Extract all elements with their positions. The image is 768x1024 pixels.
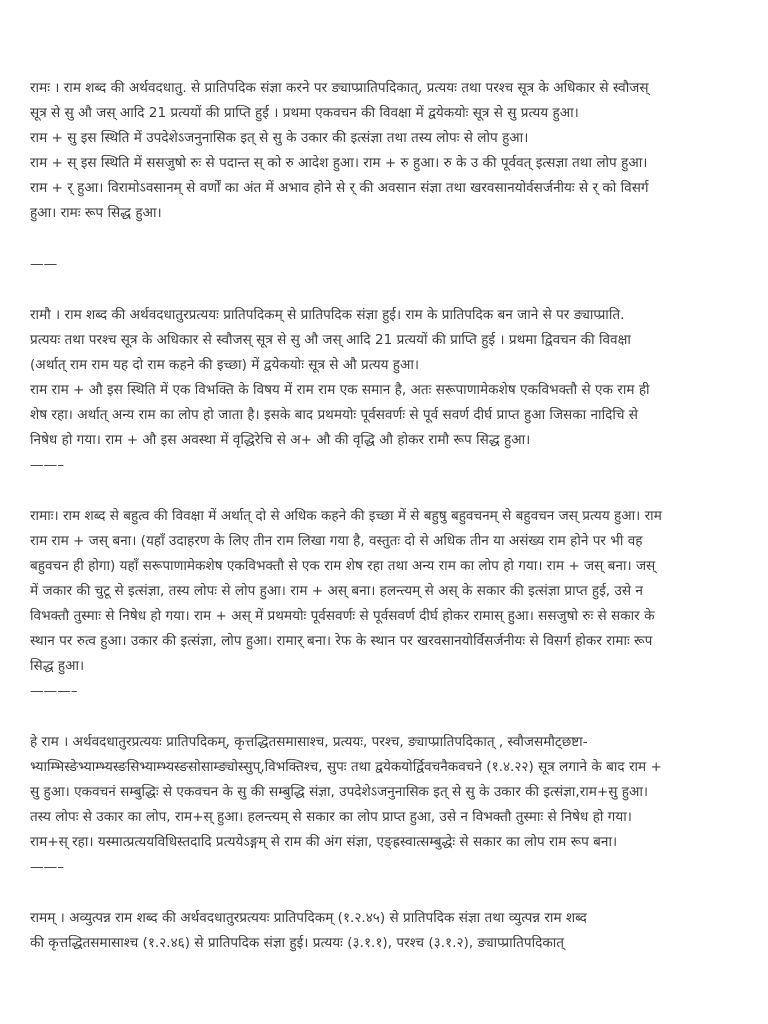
paragraph-line: विभक्तौ तुस्माः से निषेध हो गया। राम + अस् में प्रथमयोः पूर्वसवर्णः से पूर्वसवर्ण दीर्घ होकर रामास् हुआ। ससजुषो रुः से सकार के (30, 608, 655, 624)
paragraph-line: भ्याम्भिस्ङेभ्याम्भ्यस्ङसिभ्याम्भ्यस्ङसोसाम्ङ्योस्सुप्,विभक्तिश्च, सुपः तथा द्वयेकयोर्द्विवचनैकवचने (१.४.२२) सूत्र लगाने के बाद राम + (30, 759, 662, 775)
section-ramah (30, 76, 738, 277)
paragraph-line: रामाः। राम शब्द से बहुत्व की विवक्षा में अर्थात् दो से अधिक कहने की इच्छा में से बहुषु बहुवचनम् से बहुवचन जस् प्रत्यय हुआ। राम (30, 508, 662, 524)
paragraph-line: राम + स् इस स्थिति में ससजुषो रुः से पदान्त स् को रु आदेश हुआ। राम + रु हुआ। रु के उ की पूर्ववत् इत्सज्ञा तथा लोप हुआ। (30, 155, 648, 171)
section-separator: ———– (30, 683, 78, 699)
paragraph-line: तस्य लोपः से उकार का लोप, राम+स् हुआ। हलन्त्यम् से सकार का लोप प्राप्त हुआ, उसे न विभक्तौ तुस्माः से निषेध हो गया। (30, 809, 632, 825)
section-he-rama (30, 730, 738, 880)
paragraph-line: रामम् । अव्युत्पन्न राम शब्द की अर्थवदधातुरप्रत्ययः प्रातिपदिकम् (१.२.४५) से प्रातिपदिक संज्ञा तथा व्युत्पन्न राम शब्द (30, 910, 587, 926)
paragraph-line: हे राम । अर्थवदधातुरप्रत्ययः प्रातिपदिकम्, कृत्तद्धितसमासाश्च, प्रत्ययः, परश्च, ङ्याप्प्रातिपदिकात् , स्वौजसमौट्छष्टा- (30, 734, 588, 750)
paragraph-line: राम + र् हुआ। विरामोऽवसानम् से वर्णों का अंत में अभाव होने से र् की अवसान संज्ञा तथा खरवसानयोर्वसर्जनीयः से र् को विसर्ग (30, 180, 649, 196)
paragraph-line: प्रत्ययः तथा परश्च सूत्र के अधिकार से स्वौजस् सूत्र से सु औ जस् आदि 21 प्रत्ययों की प्राप्ति हुई । प्रथमा द्विवचन की विवक्षा (30, 332, 631, 348)
section-ramaah (30, 504, 738, 704)
paragraph-line: राम + सु इस स्थिति में उपदेशेऽजनुनासिक इत् से सु के उकार की इत्संज्ञा तथा तस्य लोपः से लोप हुआ। (30, 130, 529, 146)
paragraph-line: सु हुआ। एकवचनं सम्बुद्धिः से एकवचन के सु की सम्बुद्धि संज्ञा, उपदेशेऽजनुनासिक इत् से सु के उकार की इत्संज्ञा,राम+सु हुआ। (30, 784, 649, 800)
paragraph-line: (अर्थात् राम राम यह दो राम कहने की इच्छा) में द्वयेकयोः सूत्र से औ प्रत्यय हुआ। (30, 357, 420, 373)
paragraph-line: सिद्ध हुआ। (30, 658, 85, 674)
paragraph-line: निषेध हो गया। राम + औ इस अवस्था में वृद्धिरेचि से अ+ औ की वृद्धि औ होकर रामौ रूप सिद्ध हुआ। (30, 432, 531, 448)
paragraph-line: स्थान पर रुत्व हुआ। उकार की इत्संज्ञा, लोप हुआ। रामार् बना। रेफ के स्थान पर खरवसानयोर्विसर्जनीयः से विसर्ग होकर रामाः रूप (30, 633, 653, 649)
paragraph-line: राम राम + औ इस स्थिति में एक विभक्ति के विषय में राम राम एक समान है, अतः सरूपाणामेकशेष एकविभक्तौ से एक राम ही (30, 382, 650, 398)
paragraph-line: शेष रहा। अर्थात् अन्य राम का लोप हो जाता है। इसके बाद प्रथमयोः पूर्वसवर्णः से पूर्व सवर्ण दीर्घ प्राप्त हुआ जिसका नादिचि से (30, 407, 638, 423)
section-separator: ——– (30, 859, 64, 875)
paragraph-line: रामौ । राम शब्द की अर्थवदधातुरप्रत्ययः प्रातिपदिकम् से प्रातिपदिक संज्ञा हुई। राम के प्रातिपदिक बन जाने से पर ङ्याप्प्राति. (30, 307, 625, 323)
paragraph-line: राम राम + जस् बना। (यहाँ उदाहरण के लिए तीन राम लिखा गया है, वस्तुतः दो से अधिक तीन या असंख्य राम होने पर भी वह (30, 533, 643, 549)
paragraph-line: हुआ। रामः रूप सिद्ध हुआ। (30, 205, 162, 221)
paragraph-line: बहुवचन ही होगा) यहाँ सरूपाणामेकशेष एकविभक्तौ से एक राम शेष रहा तथा अन्य राम का लोप हो गया। राम + जस् बना। जस् (30, 558, 656, 574)
paragraph-line: रामः । राम शब्द की अर्थवदधातु. से प्रातिपदिक संज्ञा करने पर ङ्याप्प्रातिपदिकात्, प्रत्ययः तथा परश्च सूत्र के अधिकार से स्वौजस् (30, 80, 649, 96)
paragraph-line: में जकार की चुटू से इत्संज्ञा, तस्य लोपः से लोप हुआ। राम + अस् बना। हलन्त्यम् से अस् के सकार की इत्संज्ञा प्राप्त हुई, उसे न (30, 583, 643, 599)
section-ramau (30, 303, 738, 478)
paragraph-line: सूत्र से सु औ जस् आदि 21 प्रत्ययों की प्राप्ति हुई । प्रथमा एकवचन की विवक्षा में द्वयेकयोः सूत्र से सु प्रत्यय हुआ। (30, 105, 579, 121)
paragraph-line: राम+स् रहा। यस्मात्प्रत्ययविधिस्तदादि प्रत्ययेऽङ्गम् से राम की अंग संज्ञा, एङ्ह्रस्वात्सम्बुद्धेः से सकार का लोप राम रूप बना। (30, 834, 618, 850)
paragraph-line: की कृत्तद्धितसमासाश्च (१.२.४६) से प्रातिपदिक संज्ञा हुई। प्रत्ययः (३.१.१), परश्च (३.१.२), ङ्याप्प्रातिपदिकात् (30, 935, 565, 951)
section-ramam (30, 906, 738, 956)
section-separator: —— (30, 256, 58, 272)
section-separator: ——– (30, 457, 64, 473)
